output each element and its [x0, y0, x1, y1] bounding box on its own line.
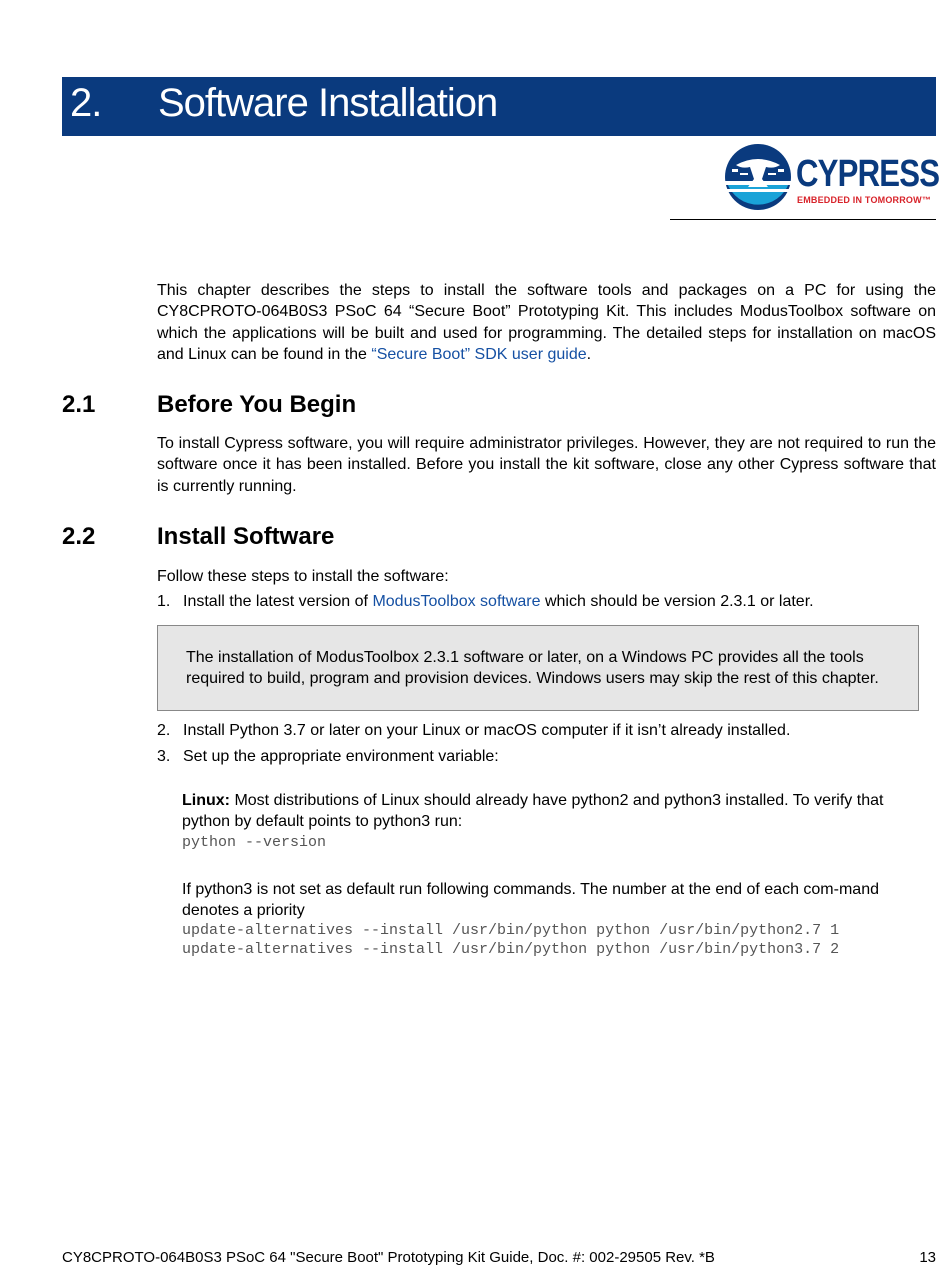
- section-2-1-paragraph: To install Cypress software, you will require administrator privileges. However, they are not required to run the software once it has been installed. Before you install the kit software, close any other Cypress software that is currently running.: [157, 435, 936, 495]
- section-2-1-number: 2.1: [62, 391, 96, 418]
- step-2-number: 2.: [157, 722, 171, 739]
- code-update-alternatives-1: update-alternatives --install /usr/bin/python python /usr/bin/python2.7 1: [182, 922, 840, 939]
- sdk-guide-link[interactable]: “Secure Boot” SDK user guide: [371, 345, 587, 363]
- intro-paragraph: [157, 280, 936, 365]
- logo-divider: [670, 219, 936, 220]
- code-python-version: python --version: [182, 834, 327, 851]
- step-1-number: 1.: [157, 593, 171, 610]
- note-text: The installation of ModusToolbox 2.3.1 software or later, on a Windows PC provides all the tools required to build, program and provision devices. Windows users may skip the rest of this chapter.: [186, 649, 879, 688]
- chapter-number: 2.: [70, 81, 102, 125]
- intro-end: .: [586, 345, 592, 363]
- section-2-2-lead: Follow these steps to install the software:: [157, 568, 449, 585]
- section-2-2-title: Install Software: [157, 523, 335, 550]
- code-update-alternatives-2: update-alternatives --install /usr/bin/python python /usr/bin/python3.7 2: [182, 941, 840, 958]
- step-2-text: Install Python 3.7 or later on your Linux or macOS computer if it isn’t already installed.: [183, 722, 791, 739]
- default-paragraph: If python3 is not set as default run following commands. The number at the end of each com-mand denotes a priority: [182, 881, 879, 920]
- step-1-post: which should be version 2.3.1 or later.: [540, 593, 814, 610]
- linux-label: Linux:: [182, 792, 230, 809]
- footer-page-number: 13: [919, 1249, 936, 1266]
- chapter-title: Software Installation: [158, 81, 498, 125]
- section-2-1-title: Before You Begin: [157, 391, 357, 418]
- linux-paragraph: [182, 790, 927, 833]
- chapter-banner: [62, 77, 936, 136]
- step-3-text: Set up the appropriate environment variable:: [183, 748, 499, 765]
- note-box: [157, 625, 919, 711]
- step-1-text: [183, 593, 814, 611]
- logo-tagline: EMBEDDED IN TOMORROW™: [797, 195, 932, 205]
- step-1-pre: Install the latest version of: [183, 593, 373, 610]
- intro-text: This chapter describes the steps to install the software tools and packages on a PC for using the CY8CPROTO-064B0S3 PSoC 64 “Secure Boot” Prototyping Kit. This includes ModusToolbox software on which the applications will be built and used for programming. The detailed steps for installation on macOS and Linux can be found in the: [157, 282, 936, 363]
- modustoolbox-link[interactable]: ModusToolbox software: [372, 593, 541, 610]
- step-3-number: 3.: [157, 748, 171, 765]
- footer-document-id: CY8CPROTO-064B0S3 PSoC 64 "Secure Boot" Prototyping Kit Guide, Doc. #: 002-29505 Rev. *B: [62, 1249, 715, 1266]
- logo-wordmark: CYPRESS: [796, 153, 940, 195]
- linux-text: Most distributions of Linux should already have python2 and python3 installed. To verify that python by default points to python3 run:: [182, 792, 884, 831]
- section-2-2-number: 2.2: [62, 523, 96, 550]
